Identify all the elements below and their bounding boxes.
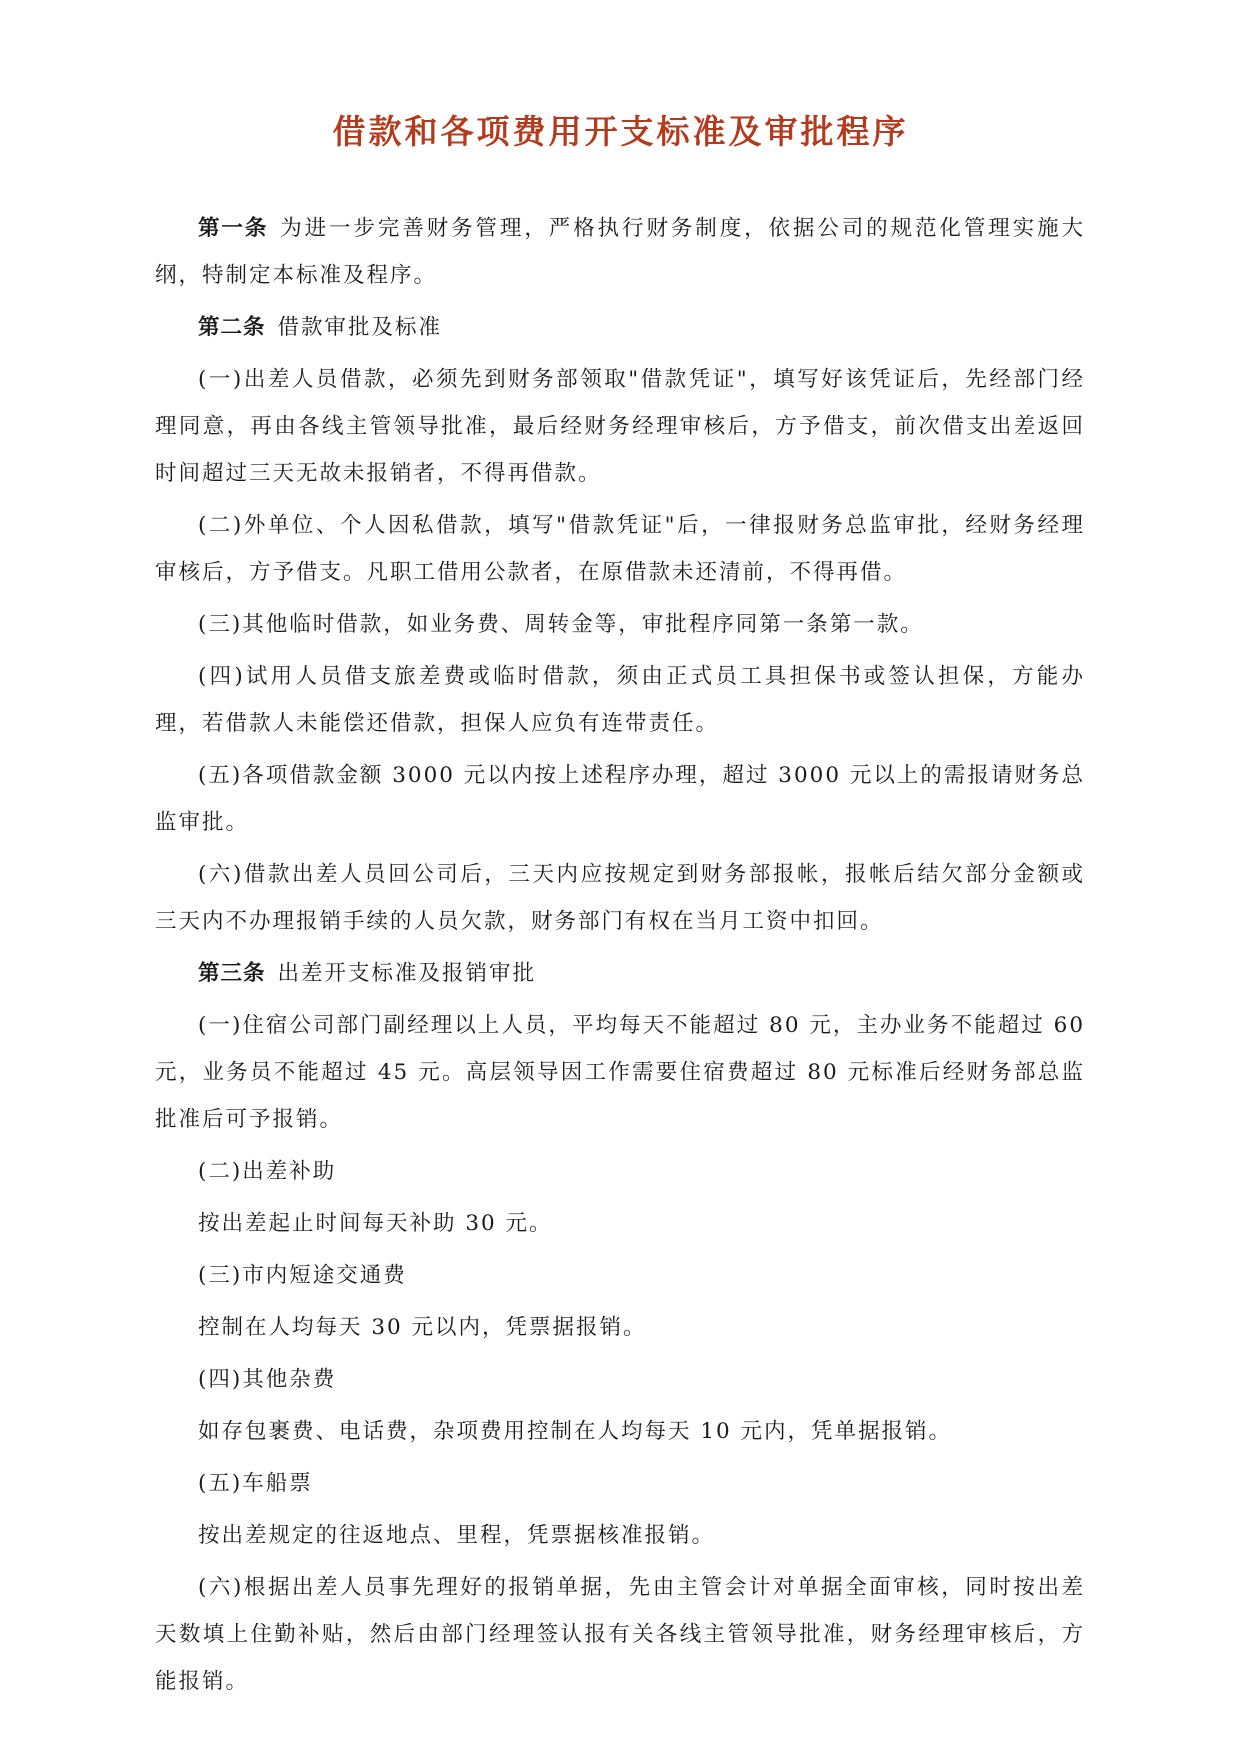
article-3-clause-2-heading: (二)出差补助 xyxy=(198,1159,337,1184)
paragraph-text: 为进一步完善财务管理，严格执行财务制度，依据公司的规范化管理实施大纲，特制定本标准及程序。 xyxy=(155,216,1085,288)
article-3-clause-3-text: 控制在人均每天 30 元以内，凭票据报销。 xyxy=(198,1315,647,1340)
document-title: 借款和各项费用开支标准及审批程序 xyxy=(332,112,909,151)
article-3-clause-5-heading: (五)车船票 xyxy=(198,1471,313,1496)
article-3-clause-1: (一)住宿公司部门副经理以上人员，平均每天不能超过 80 元，主办业务不能超过 60 元，业务员不能超过 45 元。高层领导因工作需要住宿费超过 80 元标准后经财务部总监批准后可予报销。 xyxy=(155,1013,1085,1132)
article-3-clause-4-text: 如存包裹费、电话费，杂项费用控制在人均每天 10 元内，凭单据报销。 xyxy=(198,1419,953,1444)
article-2-clause-5: (五)各项借款金额 3000 元以内按上述程序办理，超过 3000 元以上的需报请财务总监审批。 xyxy=(155,763,1085,835)
article-1-paragraph xyxy=(155,205,1085,299)
article-label: 第一条 xyxy=(198,216,269,241)
document-body xyxy=(155,205,1085,1710)
article-2-clause-4: (四)试用人员借支旅差费或临时借款，须由正式员工具担保书或签认担保，方能办理，若借款人未能偿还借款，担保人应负有连带责任。 xyxy=(155,664,1085,736)
article-3-clause-3-heading: (三)市内短途交通费 xyxy=(198,1263,407,1288)
article-2-clause-3: (三)其他临时借款，如业务费、周转金等，审批程序同第一条第一款。 xyxy=(198,612,924,637)
article-3-clause-5-text: 按出差规定的往返地点、里程，凭票据核准报销。 xyxy=(198,1523,716,1548)
article-3-heading xyxy=(155,950,1085,997)
article-3-clause-4-heading: (四)其他杂费 xyxy=(198,1367,337,1392)
article-label: 第二条 xyxy=(198,315,266,340)
paragraph-text: 出差开支标准及报销审批 xyxy=(277,961,537,986)
article-2-clause-6: (六)借款出差人员回公司后，三天内应按规定到财务部报帐，报帐后结欠部分金额或三天内不办理报销手续的人员欠款，财务部门有权在当月工资中扣回。 xyxy=(155,862,1085,934)
article-2-clause-2: (二)外单位、个人因私借款，填写"借款凭证"后，一律报财务总监审批，经财务经理审核后，方予借支。凡职工借用公款者，在原借款未还清前，不得再借。 xyxy=(155,513,1085,585)
article-2-heading xyxy=(155,304,1085,351)
paragraph-text: 借款审批及标准 xyxy=(277,315,443,340)
article-label: 第三条 xyxy=(198,961,266,986)
article-3-clause-6: (六)根据出差人员事先理好的报销单据，先由主管会计对单据全面审核，同时按出差天数填上住勤补贴，然后由部门经理签认报有关各线主管领导批准，财务经理审核后，方能报销。 xyxy=(155,1575,1085,1694)
article-2-clause-1: (一)出差人员借款，必须先到财务部领取"借款凭证"，填写好该凭证后，先经部门经理同意，再由各线主管领导批准，最后经财务经理审核后，方予借支，前次借支出差返回时间超过三天无故未报销者，不得再借款。 xyxy=(155,367,1085,486)
article-3-clause-2-text: 按出差起止时间每天补助 30 元。 xyxy=(198,1211,553,1236)
